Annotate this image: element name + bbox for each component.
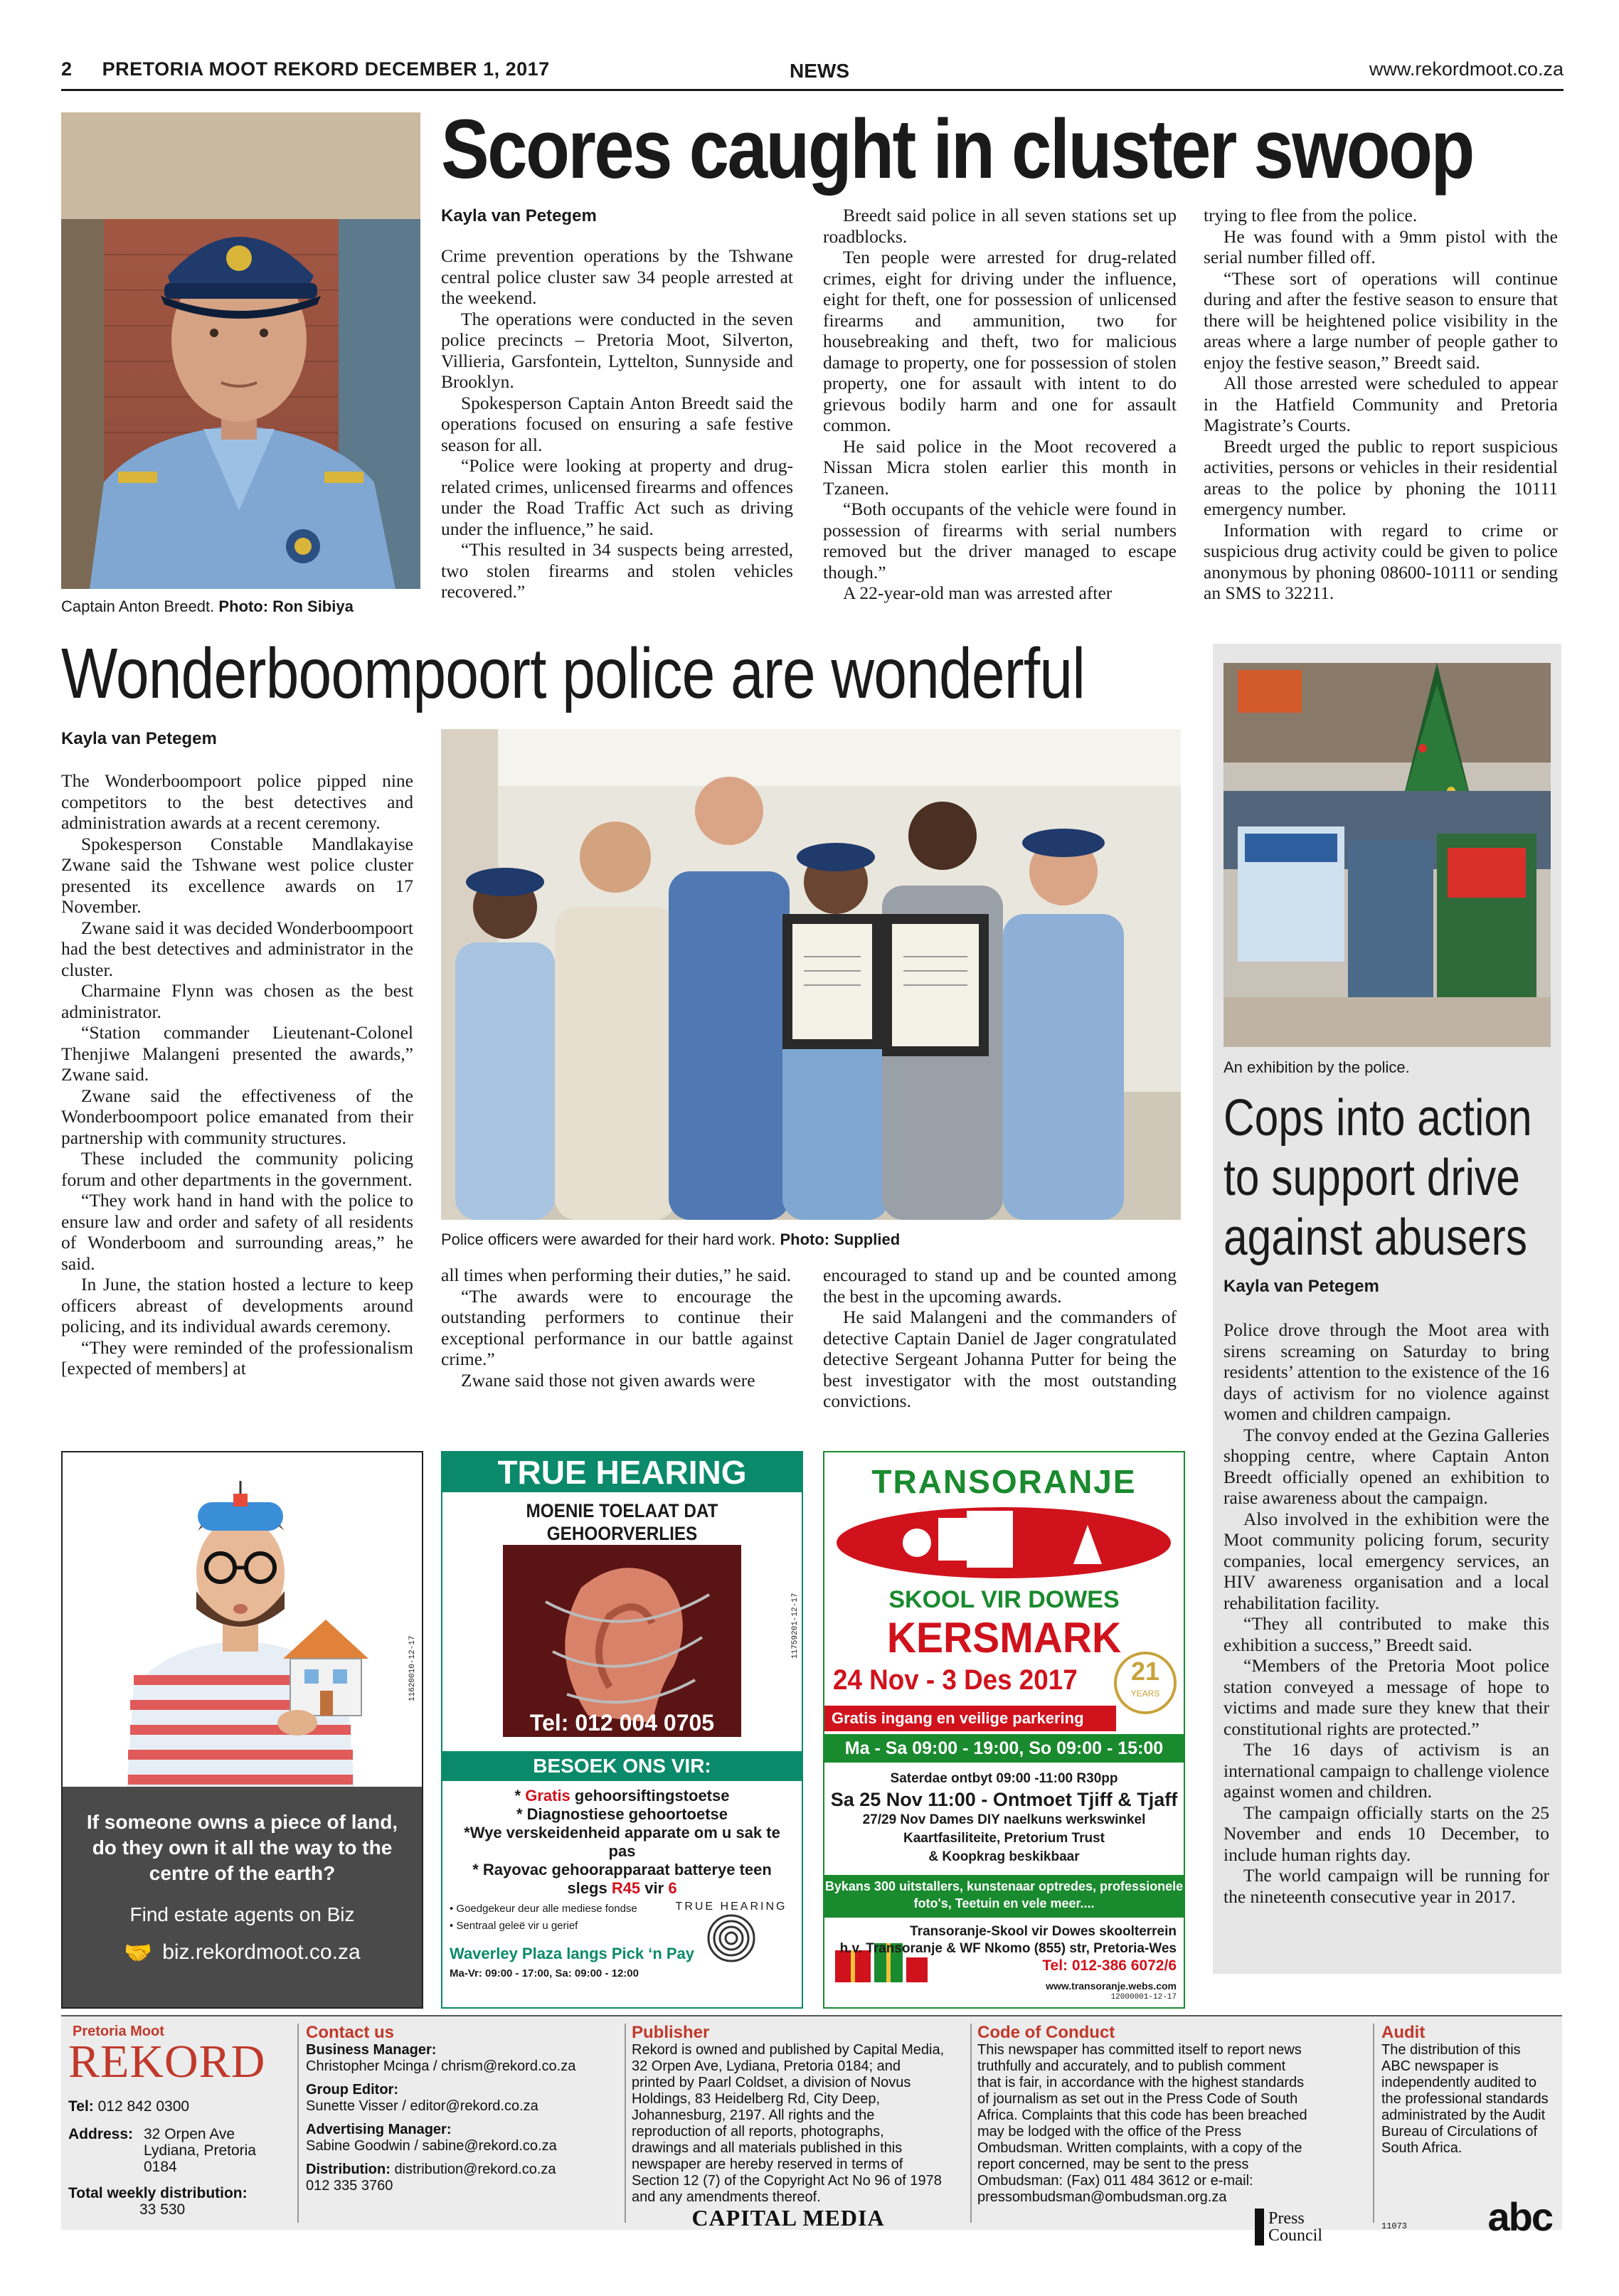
paragraph: “Both occupants of the vehicle were found in possession of firearms with serial numbers removed but the driver managed to escape though.” [823, 499, 1177, 583]
paragraph: “The awards were to encourage the outstanding performers to continue their exceptional performance in our battle against crime.” [441, 1285, 793, 1369]
story3-byline: Kayla van Petegem [1223, 1277, 1379, 1296]
audit-text: The distribution of this ABC newspaper is independently audited to the professional standards administrated by the Audit Bureau of Circulations of South Africa. [1381, 2042, 1549, 2156]
footer-divider [1373, 2024, 1374, 2223]
label: Total weekly distribution: [68, 2185, 248, 2201]
paragraph: Zwane said those not given awards were [461, 1369, 755, 1391]
paragraph: Crime prevention operations by the Tshwane central police cluster saw 34 people arrested at the weekend. [441, 245, 793, 308]
contact-line[interactable]: distribution@rekord.co.za [394, 2162, 556, 2177]
contact-line[interactable]: Sabine Goodwin / sabine@rekord.co.za [306, 2138, 557, 2154]
store-location: Waverley Plaza langs Pick ‘n Pay [450, 1945, 695, 1962]
story2-column-2 [441, 1265, 793, 1391]
label: Tel: [68, 2098, 94, 2115]
section-label: NEWS [790, 60, 849, 82]
man-with-house-illustration [63, 1452, 422, 1787]
website-link[interactable]: www.rekordmoot.co.za [1369, 58, 1564, 80]
story1-byline: Kayla van Petegem [441, 206, 597, 225]
footer-masthead [68, 2024, 282, 2218]
small-print-line: • Sentraal geleë vir u gerief [450, 1920, 578, 1932]
paragraph: “Station commander Lieutenant-Colonel Thenjiwe Malangeni presented the awards,” Zwane said. [61, 1022, 413, 1085]
contact-phone[interactable]: Tel: 012-386 6072/6 [1042, 1957, 1177, 1974]
masthead-top: Pretoria Moot [73, 2024, 164, 2039]
footer-divider [970, 2024, 972, 2223]
address-line: h.v. Transoranje & WF Nkomo (855) str, Pretoria-Wes [839, 1941, 1177, 1956]
story1-column-1 [441, 245, 793, 602]
paragraph: “This resulted in 34 suspects being arrested, two stolen firearms and stolen vehicles recovered.” [441, 539, 793, 602]
publisher-text: Rekord is owned and published by Capital Media, 32 Orpen Ave, Lydiana, Pretoria 0184; and printed by Paarl Coldset, a division of Novus Holdings, 83 Heidelberg Rd, City Deep, Johannesburg, 2197. All rights and the reproduction of all reports, photographs, drawings and all materials published in this newspaper are hereby reserved in terms of Section 12 (7) of the Copyright Act No 96 of 1978 and any amendments thereof. [632, 2042, 945, 2205]
paragraph: The 16 days of activism is an international campaign to challenge violence against women and children. [1223, 1739, 1549, 1802]
detail-line: Sa 25 Nov 11:00 - Ontmoet Tjiff & Tjaff [830, 1789, 1178, 1810]
paragraph: The world campaign will be running for the nineteenth consecutive year in 2017. [1223, 1865, 1549, 1907]
biz-advert[interactable] [61, 1451, 423, 2009]
transoranje-advert[interactable] [823, 1451, 1185, 2009]
footer-divider [297, 2024, 299, 2223]
service-item: *Wye verskeidenheid apparate om u sak te pas [464, 1824, 780, 1860]
story2-column-1 [61, 770, 413, 1379]
footer-divider [625, 2024, 626, 2223]
section-heading: Publisher [632, 2023, 710, 2042]
publication-date: PRETORIA MOOT REKORD DECEMBER 1, 2017 [102, 58, 550, 80]
free-entry-banner: Gratis ingang en veilige parkering [824, 1706, 1116, 1731]
visit-banner: BESOEK ONS VIR: [442, 1751, 802, 1781]
headline-line: to support drive [1223, 1149, 1520, 1206]
paragraph: Also involved in the exhibition were the Moot community policing forum, security companies, local emergency services, an HIV awareness organisation and a local rehabilitation facility. [1223, 1508, 1549, 1613]
paragraph: “Police were looking at property and drug-related crimes, unlicensed firearms and offences under the Road Traffic Act such as driving under the influence,” he said. [441, 455, 793, 539]
photo-caption [441, 1231, 900, 1249]
paragraph: In June, the station hosted a lecture to keep officers abreast of developments around policing, and its individual awards ceremony. [61, 1274, 413, 1336]
small-print-line: • Goedgekeur deur alle mediese fondse [450, 1903, 637, 1915]
exhibition-photo [1223, 663, 1551, 1047]
ad-reference: 11620010-12-17 [408, 1635, 417, 1701]
paragraph: Breedt said police in all seven stations set up roadblocks. [823, 205, 1177, 247]
paragraph: Charmaine Flynn was chosen as the best administrator. [61, 980, 413, 1022]
paragraph: A 22-year-old man was arrested after [843, 583, 1113, 603]
paragraph: encouraged to stand up and be counted among the best in the upcoming awards. [823, 1265, 1177, 1307]
photo-credit: Photo: Supplied [780, 1231, 901, 1248]
paragraph: He said Malangeni and the commanders of detective Captain Daniel de Jager congratulated detective Sergeant Johanna Putter for being the best investigator with the most outstanding convictions. [823, 1307, 1177, 1411]
section-heading: Audit [1381, 2023, 1426, 2042]
paragraph: “These sort of operations will continue during and after the festive season to ensure that there will be heightened police visibility in the areas where a large number of people gather to enjoy the festive season,” Breedt said. [1204, 267, 1558, 373]
caption-text: Captain Anton Breedt. [61, 597, 215, 615]
phone-number[interactable]: 012 842 0300 [97, 2098, 190, 2115]
service-item: * Diagnostiese gehoortoetse [516, 1805, 728, 1823]
section-heading: Code of Conduct [977, 2023, 1115, 2042]
ad-reference: 12000001-12-17 [1110, 1993, 1177, 2002]
press-council-icon [1255, 2209, 1264, 2245]
paragraph: Spokesperson Constable Mandlakayise Zwane said the Tshwane west police cluster presented its excellence awards on 17 November. [61, 833, 413, 917]
paragraph: “They were reminded of the professionalism [expected of members] at [61, 1336, 413, 1378]
story2-byline: Kayla van Petegem [61, 729, 217, 748]
opening-times: Ma - Sa 09:00 - 19:00, So 09:00 - 15:00 [824, 1734, 1184, 1763]
paragraph: Breedt urged the public to report suspicious activities, persons or vehicles in their residential areas to the police by phoning the 10111 emergency number. [1204, 435, 1558, 519]
label: Address: [68, 2126, 134, 2142]
story3-headline [1223, 1088, 1532, 1267]
ear-barbed-wire-image [503, 1545, 741, 1737]
conduct-text: This newspaper has committed itself to report news truthfully and accurately, and to publish comment that is fair, in accordance with the highest standards of journalism as set out in the Press Code of South Africa. Complaints that this code has been breached may be lodged with the office of the Press Ombudsman. Written complaints, with a copy of the report concerned, may be sent to the press Ombudsman: (Fax) 011 484 3612 or e-mail: pressombudsman@ombudsman.org.za [977, 2042, 1307, 2205]
page-number: 2 [61, 58, 73, 80]
story2-headline: Wonderboompoort police are wonderful [61, 634, 1085, 713]
story1-headline: Scores caught in cluster swoop [441, 102, 1473, 196]
school-name: SKOOL VIR DOWES [888, 1586, 1120, 1613]
venue-address [840, 1923, 1177, 1975]
paragraph: The convoy ended at the Gezina Galleries shopping centre, where Captain Anton Breedt officially opened an exhibition to raise awareness about the campaign. [1223, 1424, 1549, 1508]
ad-question: If someone owns a piece of land, do they own it all the way to the centre of the earth? [86, 1811, 398, 1884]
paragraph: Zwane said it was decided Wonderboompoort had the best detectives and administrator in the cluster. [61, 917, 413, 980]
footer-contact: Contact us Business Manager: Christopher Mcinga / chrism@rekord.co.za Group Editor: Sunette Visser / editor@rekord.co.za Advertising Manager: Sabine Goodwin / sabine@rekord.co.za Distribution: distribution@rekord.co.za 012 335 3760 [306, 2024, 619, 2194]
event-details [824, 1770, 1184, 1866]
contact-line[interactable]: Sunette Visser / editor@rekord.co.za [306, 2098, 538, 2114]
paragraph: All those arrested were scheduled to appear in the Hatfield Community and Pretoria Magistrate’s Courts. [1204, 373, 1558, 435]
paragraph: The campaign officially starts on the 25 November and ends 10 December, to include human rights day. [1223, 1802, 1549, 1865]
ad-reference: 11759201-12-17 [791, 1593, 800, 1659]
abc-logo: abc [1487, 2194, 1552, 2239]
paragraph: “Members of the Pretoria Moot police station conveyed a message of hope to victims and made sure they knew that their constitutional rights are protected.” [1223, 1655, 1549, 1739]
true-hearing-logo: TRUE HEARING [671, 1901, 792, 1967]
capital-media-logo: CAPITAL MEDIA [691, 2205, 885, 2231]
address: 32 Orpen Ave Lydiana, Pretoria 0184 [144, 2126, 256, 2175]
distribution-count: 33 530 [139, 2201, 186, 2218]
story2-column-3 [823, 1265, 1177, 1412]
footer-publisher [632, 2023, 945, 2231]
footer-audit [1381, 2023, 1552, 2239]
ad-tagline: Find estate agents on Biz [129, 1903, 355, 1925]
address-line: Transoranje-Skool vir Dowes skoolterrein [910, 1924, 1177, 1939]
story1-column-3 [1204, 205, 1558, 604]
paragraph: He was found with a 9mm pistol with the serial number filled off. [1204, 225, 1558, 267]
photo-caption: An exhibition by the police. [1223, 1058, 1410, 1076]
photo-credit: Photo: Ron Sibiya [218, 597, 354, 615]
paragraph: “They work hand in hand with the police to ensure law and order and safety of all residents of Wonderboom and surrounding areas,” he said. [61, 1190, 413, 1274]
story1-column-2 [823, 205, 1177, 604]
anniversary-badge: 21 YEARS [1114, 1652, 1177, 1714]
detail-line: Kaartfasiliteite, Pretorium Trust [903, 1831, 1105, 1846]
paragraph: Zwane said the effectiveness of the Wonderboompoort police emanated from their partnership with community structures. [61, 1085, 413, 1148]
abc-reference: 11073 [1381, 2221, 1408, 2231]
sound-wave-icon [696, 1913, 767, 1963]
website-url[interactable]: www.transoranje.webs.com [1046, 1980, 1177, 1992]
captain-breedt-photo [61, 112, 420, 589]
award-group-photo [441, 729, 1181, 1220]
section-heading: Contact us [306, 2023, 395, 2042]
footer-conduct [977, 2023, 1322, 2245]
brand-banner: TRUE HEARING [442, 1452, 802, 1492]
contact-line[interactable]: 012 335 3760 [306, 2178, 393, 2194]
paragraph: He said police in the Moot recovered a Nissan Micra stolen earlier this month in Tzaneen. [823, 435, 1177, 499]
detail-line: Saterdae ontbyt 09:00 -11:00 R30pp [890, 1771, 1118, 1786]
ad-small-print [450, 1901, 637, 1935]
press-council-logo: Press Council [1255, 2209, 1312, 2245]
brand-title: TRANSORANJE [871, 1463, 1137, 1500]
caption-text: Police officers were awarded for their hard work. [441, 1231, 776, 1248]
photo-caption [61, 597, 354, 616]
paragraph: all times when performing their duties,” he said. [441, 1265, 792, 1285]
opening-hours: Ma-Vr: 09:00 - 17:00, Sa: 09:00 - 12:00 [450, 1967, 639, 1979]
contact-line[interactable]: Christopher Mcinga / chrism@rekord.co.za [306, 2058, 576, 2074]
ad-url[interactable]: biz.rekordmoot.co.za [162, 1940, 361, 1964]
stalls-banner: Bykans 300 uitstallers, kunstenaar optredes, professionele foto's, Teetuin en vele meer.... [824, 1875, 1184, 1918]
story3-column [1223, 1319, 1549, 1907]
paragraph: The Wonderboompoort police pipped nine competitors to the best detectives and administration awards at a recent ceremony. [61, 770, 413, 833]
phone-number[interactable]: Tel: 012 004 0705 [529, 1710, 715, 1736]
transoranje-logo-banner [832, 1504, 1177, 1582]
detail-line: & Koopkrag beskikbaar [928, 1849, 1080, 1864]
rekord-logo: REKORD [68, 2036, 266, 2088]
paragraph: Information with regard to crime or suspicious drug activity could be given to police anonymous by phoning 08600-10111 or sending an SMS to 32211. [1204, 519, 1558, 603]
headline-line: MOENIE TOELAAT DAT GEHOORVERLIES [526, 1500, 718, 1544]
paragraph: trying to flee from the police. [1204, 205, 1418, 225]
event-title: KERSMARK [886, 1614, 1122, 1662]
paragraph: These included the community policing forum and other departments in the government. [61, 1148, 413, 1190]
header-rule [61, 89, 1564, 91]
headline-line: against abusers [1223, 1209, 1527, 1266]
event-dates: 24 Nov - 3 Des 2017 [833, 1664, 1078, 1696]
page-header [61, 58, 550, 80]
paragraph: The operations were conducted in the seven police precincts – Pretoria Moot, Silverton, Villieria, Garsfontein, Lyttelton, Sunnyside and Brooklyn. [441, 308, 793, 392]
service-item: * Rayovac gehoorapparaat batterye teen slegs R45 vir 6 [472, 1861, 772, 1897]
paragraph: Spokesperson Captain Anton Breedt said the operations focused on ensuring a safe festive season for all. [441, 392, 793, 455]
paragraph: Police drove through the Moot area with sirens screaming on Saturday to bring residents’ attention to the existence of the 16 days of activism for no violence against women and children campaign. [1223, 1319, 1549, 1424]
service-item: * Gratis gehoorsiftingstoetse [514, 1787, 730, 1805]
paragraph: Ten people were arrested for drug-related crimes, eight for driving under the influence, eight for theft, one for possession of unlicensed firearms and ammunition, two for housebreaking and theft, two for malicious damage to property, one for possession of stolen property, one for assault with intent to do grievous bodily harm and one for assault common. [823, 247, 1177, 435]
true-hearing-advert[interactable] [441, 1451, 803, 2009]
handshake-icon: 🤝 [124, 1940, 153, 1965]
service-list [457, 1787, 787, 1898]
paragraph: “They all contributed to make this exhibition a success,” Breedt said. [1223, 1613, 1549, 1655]
detail-line: 27/29 Nov Dames DIY naelkuns werkswinkel [862, 1812, 1146, 1827]
headline-line: Cops into action [1223, 1090, 1532, 1147]
